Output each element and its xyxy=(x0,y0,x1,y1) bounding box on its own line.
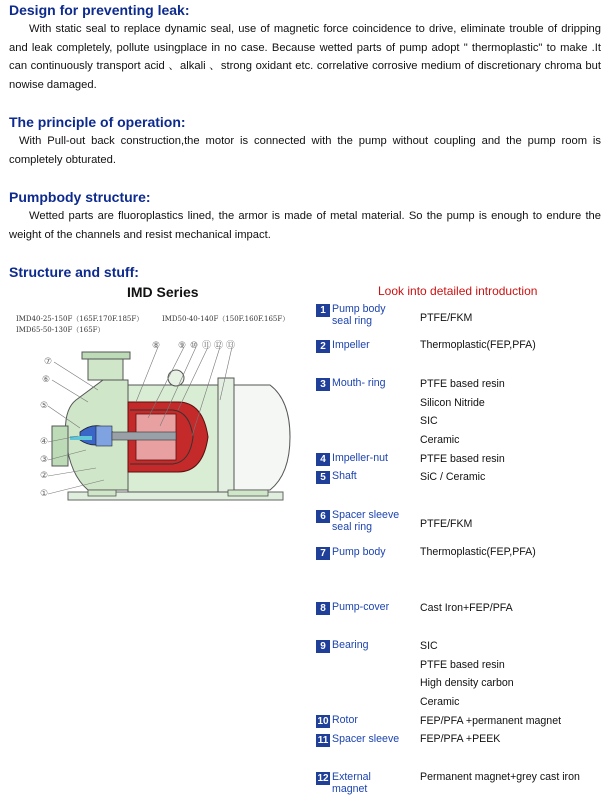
part-name[interactable]: Bearing xyxy=(332,639,369,651)
principle-paragraph: With Pull-out back construction,the motor is connected with the pump without coupling and the pump room is completely obturated. xyxy=(9,135,601,166)
motor-foot xyxy=(228,490,268,496)
discharge-flange xyxy=(82,352,130,359)
part-name[interactable]: Spacer sleeve xyxy=(332,733,400,745)
callout-8: ⑧ xyxy=(152,341,161,351)
part-name[interactable]: Spacer sleeve seal ring xyxy=(332,509,400,533)
part-number-badge: 1 xyxy=(316,304,330,317)
part-row-1[interactable] xyxy=(316,303,402,327)
model-label-3: IMD65-50-130F（165F） xyxy=(16,326,105,334)
casing-foot xyxy=(88,490,116,496)
part-material: PTFE based resin xyxy=(420,453,505,465)
callout-10: ⑩ xyxy=(190,341,199,351)
part-number-badge: 7 xyxy=(316,547,330,560)
callout-3: ③ xyxy=(40,455,49,465)
part-name[interactable]: Shaft xyxy=(332,470,357,482)
callout-11: ⑪ xyxy=(202,341,212,351)
part-material: FEP/PFA +PEEK xyxy=(420,733,501,745)
part-number-badge: 10 xyxy=(317,716,329,727)
part-material: SiC / Ceramic xyxy=(420,471,486,483)
part-material: SIC xyxy=(420,415,438,427)
part-name[interactable]: Pump-cover xyxy=(332,601,390,613)
part-name[interactable]: External magnet xyxy=(332,771,371,795)
part-material: Cast Iron+FEP/PFA xyxy=(420,602,513,614)
impeller-hub xyxy=(96,426,112,446)
part-material: FEP/PFA +permanent magnet xyxy=(420,715,562,727)
callout-7: ⑦ xyxy=(44,357,53,367)
detail-link[interactable]: Look into detailed introduction xyxy=(378,284,538,298)
part-material: Thermoplastic(FEP,PFA) xyxy=(420,339,536,351)
discharge-nozzle xyxy=(88,358,123,380)
part-number-badge: 9 xyxy=(316,640,330,653)
callout-12: ⑫ xyxy=(214,341,224,351)
pumpbody-heading: Pumpbody structure: xyxy=(9,189,151,205)
part-material: PTFE/FKM xyxy=(420,518,473,530)
callout-5: ⑤ xyxy=(40,401,49,411)
structure-heading: Structure and stuff: xyxy=(9,264,139,280)
part-material: Permanent magnet+grey cast iron xyxy=(420,771,580,783)
part-number-badge: 2 xyxy=(316,340,330,353)
part-material: Silicon Nitride xyxy=(420,397,485,409)
part-row-8[interactable] xyxy=(316,601,422,615)
part-material: PTFE/FKM xyxy=(420,312,473,324)
fluid-passage xyxy=(70,436,92,440)
part-name[interactable]: Pump body xyxy=(332,546,386,558)
part-material: SIC xyxy=(420,640,438,652)
part-row-6[interactable] xyxy=(316,509,402,533)
part-row-2[interactable] xyxy=(316,339,402,353)
part-material: Ceramic xyxy=(420,434,460,446)
part-material: High density carbon xyxy=(420,677,514,689)
leak-paragraph: With static seal to replace dynamic seal, use of magnetic force coincidence to drive, eliminate trouble of dripping and leak completely, pollute usingplace in no case. Because wetted parts of pump adopt " thermoplastic" to make .It can continuously transport acid 、alkali 、strong oxidant etc. correlative corrosive medium of discretionary chroma but nowise damaged. xyxy=(9,23,601,91)
motor xyxy=(234,385,290,490)
part-material: PTFE based resin xyxy=(420,659,505,671)
part-material: Thermoplastic(FEP,PFA) xyxy=(420,546,536,558)
model-label-2: IMD50-40-140F（150F.160F.165F） xyxy=(162,315,290,323)
part-number-badge: 6 xyxy=(316,510,330,523)
leak-heading: Design for preventing leak: xyxy=(9,2,190,18)
part-number-badge: 5 xyxy=(316,471,330,484)
part-row-9[interactable] xyxy=(316,639,402,653)
part-row-3[interactable] xyxy=(316,377,402,391)
model-label-1: IMD40-25-150F（165F.170F.185F） xyxy=(16,315,144,323)
part-row-5[interactable] xyxy=(316,470,402,484)
part-row-11[interactable] xyxy=(316,733,422,747)
part-number-badge: 11 xyxy=(317,735,329,746)
suction-flange xyxy=(52,426,68,466)
part-row-4[interactable] xyxy=(316,452,402,466)
series-title: IMD Series xyxy=(127,284,199,300)
callout-2: ② xyxy=(40,471,49,481)
callout-1: ① xyxy=(40,489,49,499)
part-name[interactable]: Pump body seal ring xyxy=(332,303,386,327)
part-number-badge: 3 xyxy=(316,378,330,391)
pumpbody-paragraph: Wetted parts are fluoroplastics lined, the armor is made of metal material. So the pump is enough to endure the weight of the channels and resist mechanical impact. xyxy=(9,210,601,241)
part-name[interactable]: Impeller xyxy=(332,339,370,351)
part-row-7[interactable] xyxy=(316,546,402,560)
callout-13: ⑬ xyxy=(226,341,236,351)
motor-flange xyxy=(218,378,234,492)
principle-heading: The principle of operation: xyxy=(9,114,186,130)
part-name[interactable]: Rotor xyxy=(332,714,358,726)
shaft xyxy=(112,432,176,440)
callout-6: ⑥ xyxy=(42,375,51,385)
part-material: PTFE based resin xyxy=(420,378,505,390)
part-row-12[interactable] xyxy=(316,771,402,795)
part-number-badge: 4 xyxy=(316,453,330,466)
callout-4: ④ xyxy=(40,437,49,447)
part-row-10[interactable] xyxy=(316,714,402,728)
part-name[interactable]: Impeller-nut xyxy=(332,452,388,464)
part-number-badge: 12 xyxy=(317,773,329,784)
callout-9: ⑨ xyxy=(178,341,187,351)
part-number-badge: 8 xyxy=(316,602,330,615)
part-name[interactable]: Mouth- ring xyxy=(332,377,386,389)
pump-cross-section-diagram xyxy=(8,340,300,520)
part-material: Ceramic xyxy=(420,696,460,708)
